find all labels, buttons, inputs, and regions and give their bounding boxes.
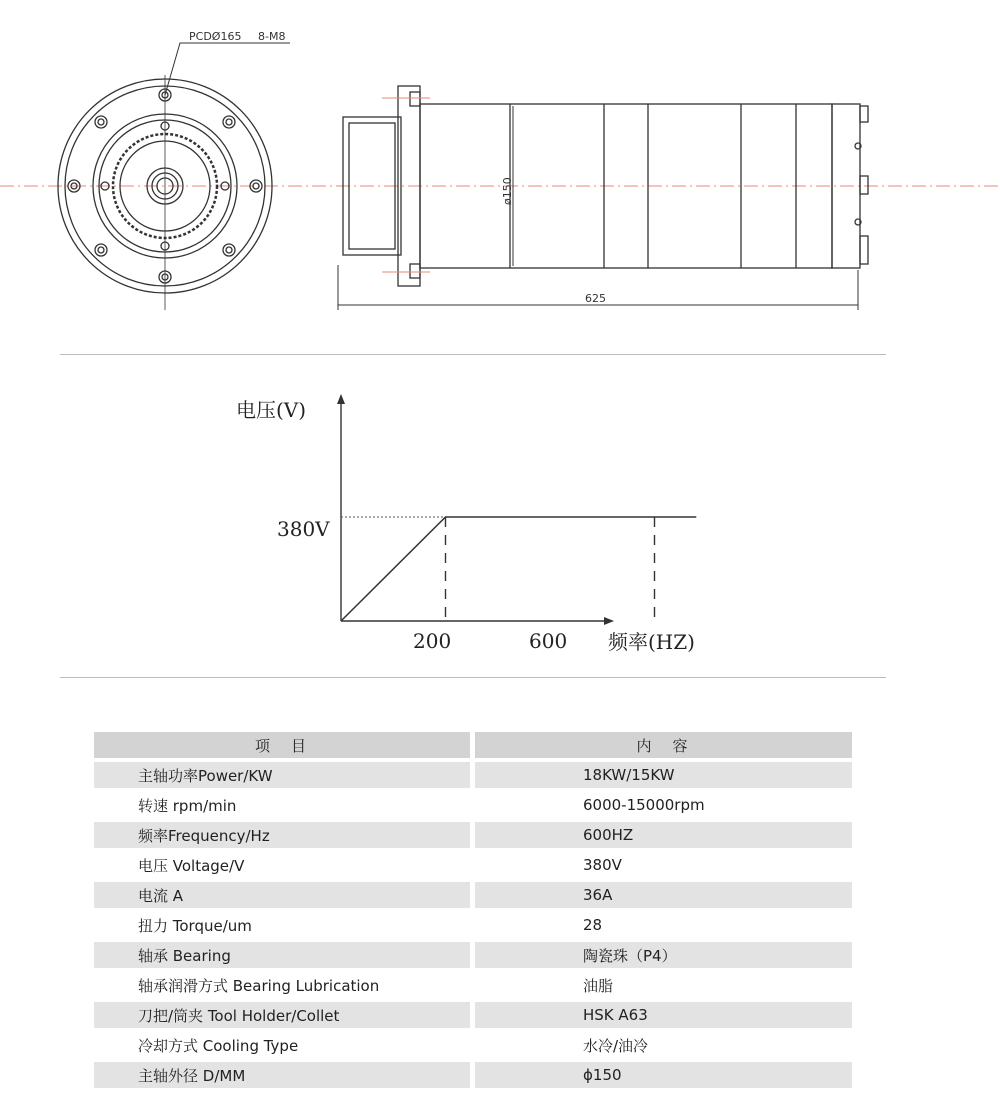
table-header-row <box>94 732 852 758</box>
table-row <box>94 1002 852 1028</box>
table-row <box>94 882 852 908</box>
diameter-label: ø150 <box>501 177 514 205</box>
row-label: 冷却方式 Cooling Type <box>94 1032 470 1058</box>
y-axis-arrow <box>337 394 345 404</box>
header-content: 内 容 <box>475 732 852 758</box>
x-axis-arrow <box>604 617 614 625</box>
divider-bottom <box>60 677 886 678</box>
row-label: 主轴功率Power/KW <box>94 762 470 788</box>
row-label: 轴承润滑方式 Bearing Lubrication <box>94 972 470 998</box>
row-label: 转速 rpm/min <box>94 792 470 818</box>
row-label: 主轴外径 D/MM <box>94 1062 470 1088</box>
row-value: 6000-15000rpm <box>475 792 852 818</box>
table-row <box>94 1032 852 1058</box>
length-label: 625 <box>585 292 606 305</box>
divider-top <box>60 354 886 355</box>
row-label: 扭力 Torque/um <box>94 912 470 938</box>
pcd-label: PCDØ165 <box>189 30 242 43</box>
row-label: 电压 Voltage/V <box>94 852 470 878</box>
table-row <box>94 822 852 848</box>
table-row <box>94 1062 852 1088</box>
row-value: 380V <box>475 852 852 878</box>
row-value: HSK A63 <box>475 1002 852 1028</box>
row-value: 36A <box>475 882 852 908</box>
table-row <box>94 792 852 818</box>
chart-xlabel: 频率(HZ) <box>608 630 695 654</box>
table-row <box>94 912 852 938</box>
row-value: 油脂 <box>475 972 852 998</box>
table-row <box>94 852 852 878</box>
thread-label: 8-M8 <box>258 30 286 43</box>
spec-table <box>94 728 852 1092</box>
x-tick-label-600: 600 <box>529 629 568 653</box>
voltage-frequency-chart <box>0 380 1000 670</box>
row-label: 电流 A <box>94 882 470 908</box>
spindle-technical-drawing <box>0 0 1000 330</box>
row-value: 18KW/15KW <box>475 762 852 788</box>
table-row <box>94 942 852 968</box>
table-row <box>94 762 852 788</box>
header-item: 项 目 <box>94 732 470 758</box>
y-tick-label-380: 380V <box>277 517 330 541</box>
row-value: ϕ150 <box>475 1062 852 1088</box>
table-row <box>94 972 852 998</box>
row-value: 水冷/油冷 <box>475 1032 852 1058</box>
front-view <box>58 75 272 310</box>
row-label: 刀把/筒夹 Tool Holder/Collet <box>94 1002 470 1028</box>
row-value: 陶瓷珠（P4） <box>475 942 852 968</box>
row-value: 600HZ <box>475 822 852 848</box>
x-tick-label-200: 200 <box>413 629 452 653</box>
row-label: 频率Frequency/Hz <box>94 822 470 848</box>
voltage-series-line <box>341 517 696 621</box>
chart-ylabel: 电压(V) <box>236 398 307 422</box>
row-label: 轴承 Bearing <box>94 942 470 968</box>
row-value: 28 <box>475 912 852 938</box>
